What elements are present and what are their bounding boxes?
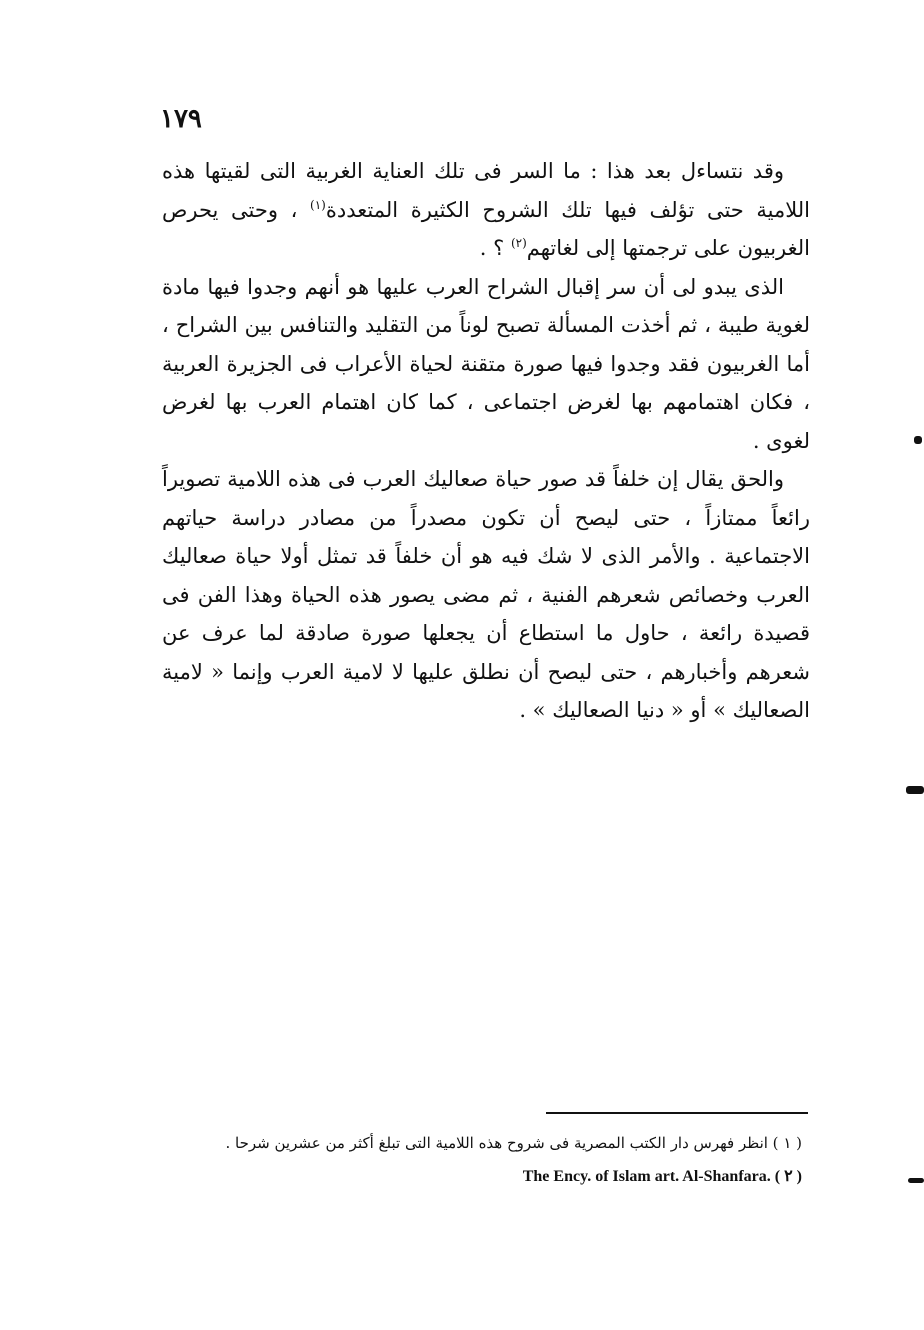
body-text bbox=[162, 152, 810, 730]
paragraph-1-text: وقد نتساءل بعد هذا : ما السر فى تلك العناية الغربية التى لقيتها هذه اللامية حتى تؤلف فيها تلك الشروح الكثيرة المتعددة bbox=[162, 159, 811, 222]
footnotes bbox=[162, 1128, 802, 1192]
paragraph-1-end: ؟ . bbox=[479, 236, 505, 260]
footnote-divider bbox=[546, 1112, 808, 1114]
scan-margin-mark bbox=[908, 1178, 924, 1183]
footnote-1: ( ١ ) انظر فهرس دار الكتب المصرية فى شروح هذه اللامية التى تبلغ أكثر من عشرين شرحا . bbox=[225, 1134, 802, 1152]
paragraph-2: الذى يبدو لى أن سر إقبال الشراح العرب عليها هو أنهم وجدوا فيها مادة لغوية طيبة ، ثم أخذت المسألة تصبح لوناً من التقليد والتنافس بين الشراح ، أما الغربيون فقد وجدوا فيها صورة متقنة لحياة الأعراب فى الجزيرة العربية ، فكان اهتمامهم بها لغرض اجتماعى ، كما كان اهتمام العرب بها لغرض لغوى . bbox=[162, 274, 810, 453]
page-number: ١٧٩ bbox=[160, 104, 202, 134]
footnote-2: The Ency. of Islam art. Al-Shanfara. ( ٢ ) bbox=[522, 1168, 802, 1185]
scan-margin-mark bbox=[914, 436, 922, 444]
paragraph-1 bbox=[162, 152, 810, 268]
scan-margin-mark bbox=[906, 786, 924, 794]
footnote-ref-1: (١) bbox=[310, 197, 326, 212]
paragraph-3: والحق يقال إن خلفاً قد صور حياة صعاليك العرب فى هذه اللامية تصويراً رائعاً ممتازاً ، حتى ليصح أن تكون مصدراً من مصادر دراسة حياتهم الاجتماعية . والأمر الذى لا شك فيه هو أن خلفاً قد تمثل أولا حياة صعاليك العرب وخصائص شعرهم الفنية ، ثم مضى يصور هذه الحياة وهذا الفن فى قصيدة رائعة ، حاول ما استطاع أن يجعلها صورة صادقة لما عرف عن شعرهم وأخبارهم ، حتى ليصح أن نطلق عليها لا لامية العرب وإنما « لامية الصعاليك » أو « دنيا الصعاليك » . bbox=[162, 467, 810, 722]
footnote-ref-2: (٢) bbox=[510, 236, 527, 250]
paragraph-1-continuation: ، وحتى يحرص الغربيون على ترجمتها إلى لغاتهم bbox=[162, 197, 810, 260]
